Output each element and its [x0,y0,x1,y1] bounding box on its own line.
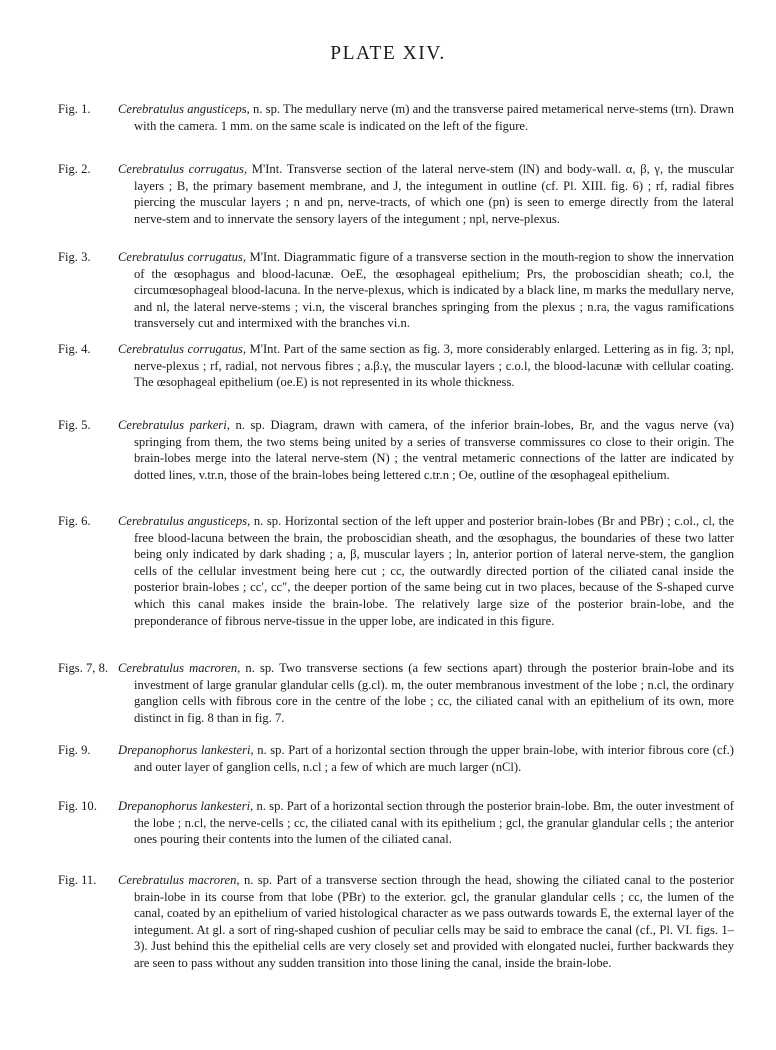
figure-caption-11 [58,872,734,972]
figure-label: Fig. 6. [58,514,91,528]
figure-caption-3 [58,249,734,332]
figure-caption-1 [58,101,734,134]
figure-label: Figs. 7, 8. [58,661,109,675]
figure-caption-4 [58,341,734,391]
caption-text: , M'Int. Part of the same section as fig. 3, more considerably enlarged. Lettering as in fig. 3; npl, nerve-plexus ; rf, radial, not nervous fibres ; a.β.γ, the muscular layers ; c.o.l, the blood-lacunæ with cellular coating. The œsophageal epithelium (oe.E) is not represented in its whole thickness. [134,342,734,390]
species-name: Cerebratulus macroren [118,661,238,675]
caption-text: , M'Int. Transverse section of the lateral nerve-stem (lN) and body-wall. α, β, γ, the muscular layers ; B, the primary basement membrane, and J, the integument in outline (cf. Pl. XIII. fig. 6) ; rf, radial fibres piercing the muscular layers ; n and pn, nerve-tracts, of which one (pn) is seen to emerge directly from the lateral nerve-stem and to innervate the sensory layers of the integument ; npl, nerve-plexus. [134,162,734,226]
figure-label: Fig. 11. [58,873,97,887]
species-name: Drepanophorus lankesteri [118,743,251,757]
plate-title: PLATE XIV. [330,43,446,64]
figure-label: Fig. 1. [58,102,91,116]
figure-label: Fig. 5. [58,418,91,432]
figure-label: Fig. 9. [58,743,91,757]
species-name: Cerebratulus corrugatus [118,162,244,176]
figure-caption-10 [58,798,734,848]
figure-label: Fig. 10. [58,799,97,813]
caption-text: , n. sp. Part of a transverse section through the head, showing the ciliated canal to the posterior brain-lobe in its course from that lobe (PBr) to the exterior. gcl, the granular glandular cells ; cc, the lumen of the canal, coated by an epithelium of varied histological character as we pass outwards towards E, the external layer of the integument. At gl. a sort of ring-shaped cushion of peculiar cells may be said to embrace the canal (cf., Pl. VI. figs. 1–3). Just behind this the epithelial cells are very closely set and provided with elongated nuclei, further backwards they are seen to pass without any sudden transition into those lining the canal, inside the brain-lobe. [134,873,734,970]
species-name: Cerebratulus corrugatus [118,342,243,356]
figure-caption-6 [58,513,734,629]
species-name: Drepanophorus lankesteri [118,799,251,813]
species-name: Cerebratulus angusticeps [118,102,247,116]
figure-label: Fig. 3. [58,250,91,264]
figure-caption-5 [58,417,734,483]
figure-caption-2 [58,161,734,227]
species-name: Cerebratulus macroren [118,873,237,887]
species-name: Cerebratulus angusticeps [118,514,248,528]
species-name: Cerebratulus parkeri [118,418,227,432]
figure-label: Fig. 4. [58,342,91,356]
species-name: Cerebratulus corrugatus [118,250,243,264]
figure-caption-9 [58,742,734,775]
figure-label: Fig. 2. [58,162,91,176]
caption-text: , n. sp. Part of a horizontal section through the posterior brain-lobe. Bm, the outer investment of the lobe ; n.cl, the nerve-cells ; cc, the ciliated canal with its epithelium ; gcl, the granular glandular cells ; the anterior ones pouring their contents into the lumen of the ciliated canal. [134,799,734,847]
caption-text: , M'Int. Diagrammatic figure of a transverse section in the mouth-region to show the innervation of the œsophagus and blood-lacunæ. OeE, the œsophageal epithelium; Prs, the proboscidian sheath; co.l, the circumœsophageal blood-lacuna. In the nerve-plexus, which is indicated by a black line, m marks the medullary nerve, and nl, the lateral nerve-stems ; vi.n, the visceral branches springing from the plexus ; n.ra, the vagus ramifications transversely cut and intermixed with the branches vi.n. [134,250,734,331]
caption-text: , n. sp. Part of a horizontal section through the upper brain-lobe, with interior fibrous core (cf.) and outer layer of ganglion cells, n.cl ; a few of which are much larger (nCl). [134,743,734,774]
caption-text: , n. sp. Horizontal section of the left upper and posterior brain-lobes (Br and PBr) ; c.ol., cl, the free blood-lacuna between the brain, the proboscidian sheath, and the œsophagus, the boundaries of these two latter being only indicated by dark shading ; a, β, muscular layers ; ln, anterior portion of lateral nerve-stem, the ganglion cells of the cellular investment being here cut ; cc, the outwardly directed portion of the ciliated canal inside the posterior brain-lobes ; cc′, cc″, the deeper portion of the same being cut in two places, because of the S-shaped curve which this canal makes inside the brain-lobe. The relatively large size of the posterior brain-lobe, and the preponderance of fibrous nerve-tissue in the upper lobe, are indicated in this figure. [134,514,734,628]
figure-caption-7-8 [58,660,734,726]
caption-text: , n. sp. Diagram, drawn with camera, of the inferior brain-lobes, Br, and the vagus nerve (va) springing from them, the two stems being united by a series of transverse commissures co close to their origin. The brain-lobes merge into the lateral nerve-stem (N) ; the ventral metameric connections of the latter are indicated by dotted lines, v.tr.n, those of the brain-lobes being lettered c.tr.n ; Oe, outline of the œsophageal epithelium. [134,418,734,482]
caption-text: , n. sp. The medullary nerve (m) and the transverse paired metamerical nerve-stems (trn). Drawn with the camera. 1 mm. on the same scale is indicated on the left of the figure. [134,102,734,133]
caption-text: , n. sp. Two transverse sections (a few sections apart) through the posterior brain-lobe and its investment of large granular glandular cells (g.cl). m, the outer membranous investment of the lobe ; n.cl, the ordinary ganglion cells with fibrous core in the centre of the lobe ; cc, the ciliated canal with an epithelium of its own, more distinct in fig. 8 than in fig. 7. [134,661,734,725]
